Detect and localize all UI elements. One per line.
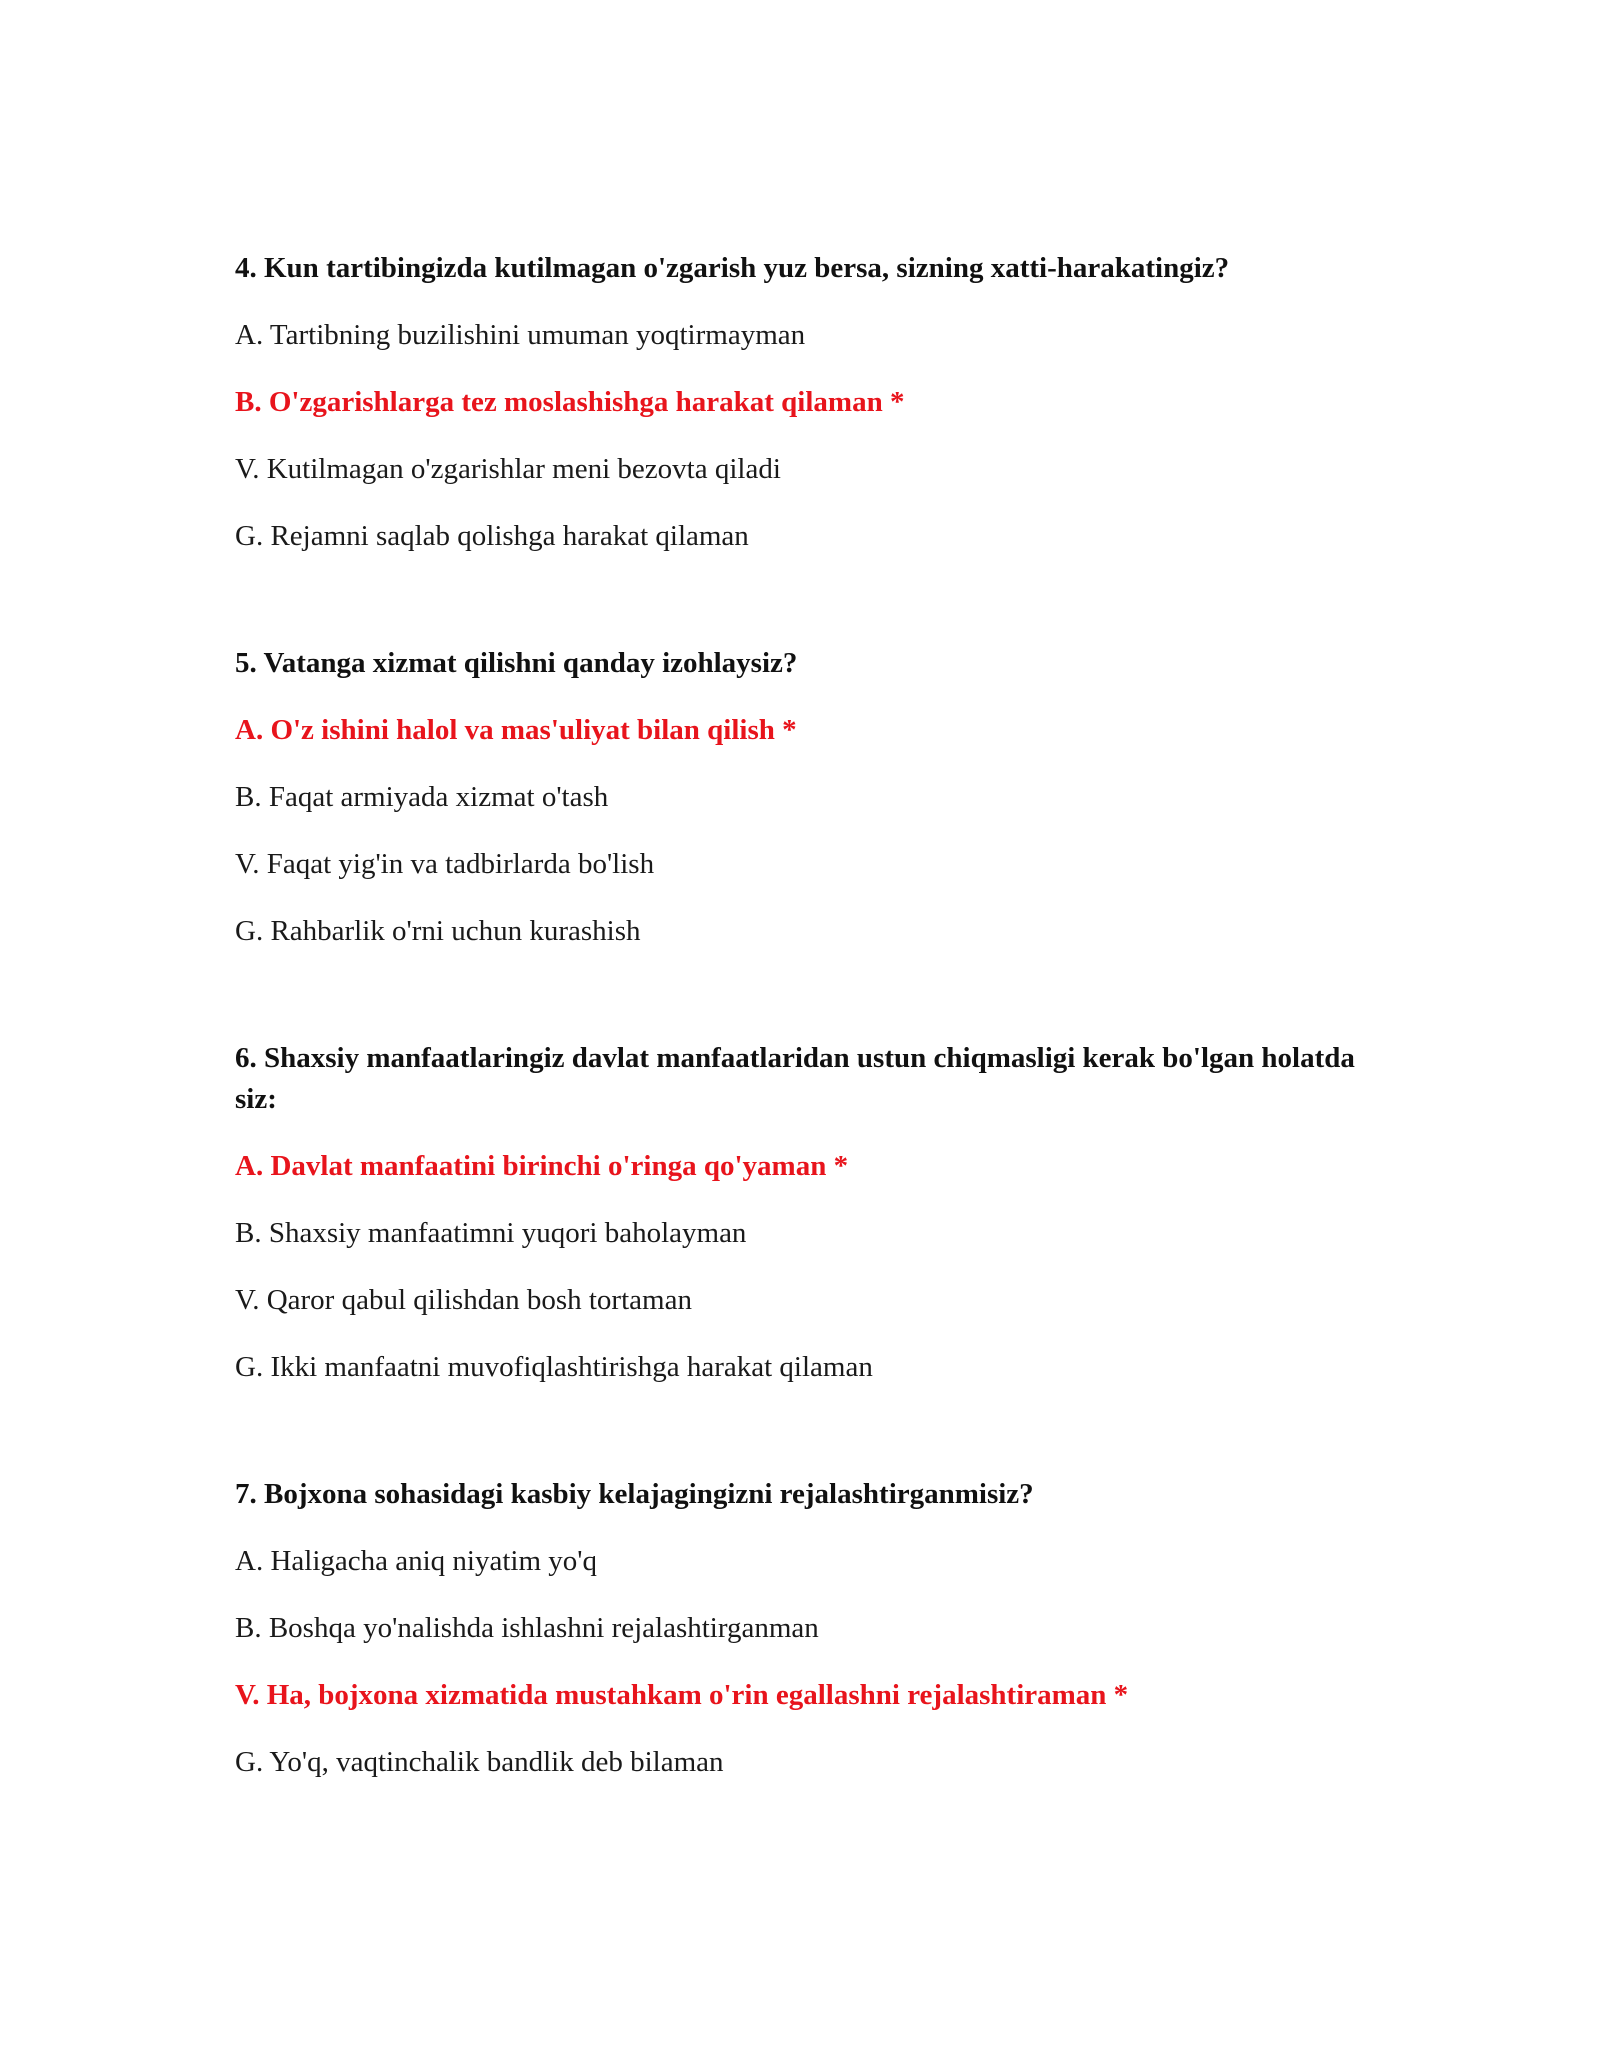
answer-option-a: A. Haligacha aniq niyatim yo'q	[235, 1545, 597, 1577]
question-block-7	[235, 1474, 1375, 1783]
answer-option-g: G. Rejamni saqlab qolishga harakat qilaman	[235, 520, 749, 552]
question-title: 4. Kun tartibingizda kutilmagan o'zgarish yuz bersa, sizning xatti-harakatingiz?	[235, 252, 1230, 284]
answer-option-v: V. Qaror qabul qilishdan bosh tortaman	[235, 1284, 692, 1316]
answer-option-a: A. Tartibning buzilishini umuman yoqtirmayman	[235, 319, 806, 351]
question-block-4	[235, 248, 1375, 557]
question-title: 7. Bojxona sohasidagi kasbiy kelajagingizni rejalashtirganmisiz?	[235, 1478, 1034, 1510]
answer-option-b: B. Shaxsiy manfaatimni yuqori baholayman	[235, 1217, 747, 1249]
answer-option-v-correct: V. Ha, bojxona xizmatida mustahkam o'rin egallashni rejalashtiraman *	[235, 1679, 1129, 1711]
answer-option-g: G. Rahbarlik o'rni uchun kurashish	[235, 915, 641, 947]
answer-option-b: B. Boshqa yo'nalishda ishlashni rejalashtirganman	[235, 1612, 819, 1644]
answer-option-b-correct: B. O'zgarishlarga tez moslashishga harakat qilaman *	[235, 386, 905, 418]
answer-option-a-correct: A. Davlat manfaatini birinchi o'ringa qo'yaman *	[235, 1150, 849, 1182]
answer-option-v: V. Faqat yig'in va tadbirlarda bo'lish	[235, 848, 655, 880]
answer-option-a-correct: A. O'z ishini halol va mas'uliyat bilan qilish *	[235, 714, 797, 746]
question-title: 6. Shaxsiy manfaatlaringiz davlat manfaatlaridan ustun chiqmasligi kerak bo'lgan holatda siz:	[235, 1042, 1355, 1115]
answer-option-v: V. Kutilmagan o'zgarishlar meni bezovta qiladi	[235, 453, 781, 485]
question-title: 5. Vatanga xizmat qilishni qanday izohlaysiz?	[235, 647, 798, 679]
document-page	[235, 248, 1375, 1869]
answer-option-g: G. Yo'q, vaqtinchalik bandlik deb bilaman	[235, 1746, 724, 1778]
question-block-6	[235, 1038, 1375, 1388]
answer-option-g: G. Ikki manfaatni muvofiqlashtirishga harakat qilaman	[235, 1351, 873, 1383]
answer-option-b: B. Faqat armiyada xizmat o'tash	[235, 781, 609, 813]
question-block-5	[235, 643, 1375, 952]
